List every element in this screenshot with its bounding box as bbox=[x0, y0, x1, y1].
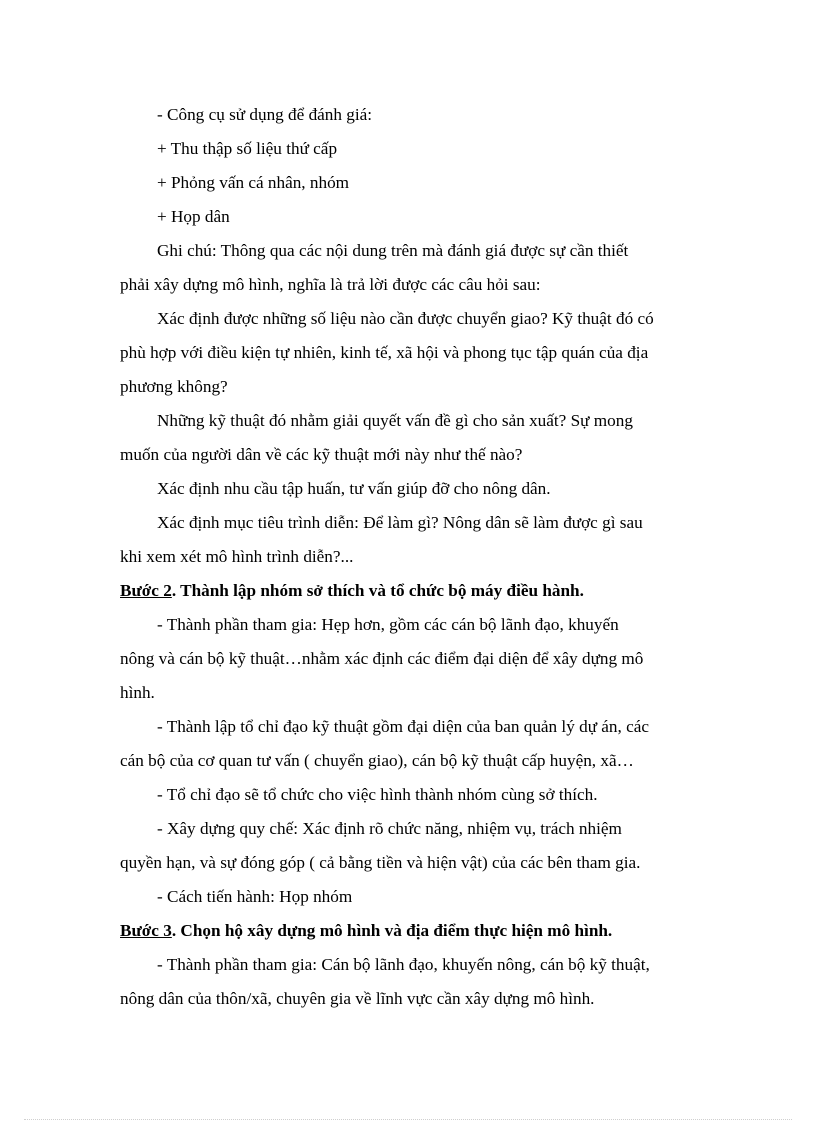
step-2-section bbox=[120, 608, 704, 914]
text-line: nông dân của thôn/xã, chuyên gia về lĩnh vực cần xây dựng mô hình. bbox=[120, 989, 595, 1008]
text-line: + Phỏng vấn cá nhân, nhóm bbox=[157, 173, 350, 192]
text-line: Xác định mục tiêu trình diễn: Để làm gì? Nông dân sẽ làm được gì sau bbox=[157, 513, 643, 532]
text-line: Những kỹ thuật đó nhằm giải quyết vấn đề gì cho sản xuất? Sự mong bbox=[157, 411, 633, 430]
step-3-label: Bước 3 bbox=[120, 921, 172, 940]
text-line: - Thành lập tổ chỉ đạo kỹ thuật gồm đại diện của ban quản lý dự án, các bbox=[157, 717, 650, 736]
text-line: - Cách tiến hành: Họp nhóm bbox=[157, 887, 353, 906]
document-body bbox=[120, 98, 704, 1016]
text-line: phải xây dựng mô hình, nghĩa là trả lời được các câu hỏi sau: bbox=[120, 275, 541, 294]
step-3-title: . Chọn hộ xây dựng mô hình và địa điểm thực hiện mô hình. bbox=[171, 921, 613, 940]
text-line: phù hợp với điều kiện tự nhiên, kinh tế, xã hội và phong tục tập quán của địa bbox=[120, 343, 649, 362]
text-line: + Thu thập số liệu thứ cấp bbox=[157, 139, 338, 158]
step-2-label: Bước 2 bbox=[120, 581, 172, 600]
text-line: - Thành phần tham gia: Cán bộ lãnh đạo, khuyến nông, cán bộ kỹ thuật, bbox=[157, 955, 650, 974]
text-line: - Công cụ sử dụng để đánh giá: bbox=[157, 105, 373, 124]
text-line: cán bộ của cơ quan tư vấn ( chuyển giao), cán bộ kỹ thuật cấp huyện, xã… bbox=[120, 751, 634, 770]
page-bottom-divider bbox=[24, 1119, 792, 1120]
text-line: nông và cán bộ kỹ thuật…nhằm xác định các điểm đại diện để xây dựng mô bbox=[120, 649, 644, 668]
text-line: - Xây dựng quy chế: Xác định rõ chức năng, nhiệm vụ, trách nhiệm bbox=[157, 819, 622, 838]
text-line: muốn của người dân về các kỹ thuật mới này như thế nào? bbox=[120, 445, 523, 464]
step-3-section bbox=[120, 948, 704, 1016]
text-line: Xác định nhu cầu tập huấn, tư vấn giúp đỡ cho nông dân. bbox=[157, 479, 551, 498]
text-line: khi xem xét mô hình trình diễn?... bbox=[120, 547, 354, 566]
intro-section bbox=[120, 98, 704, 574]
text-line: - Tổ chỉ đạo sẽ tổ chức cho việc hình thành nhóm cùng sở thích. bbox=[157, 785, 598, 804]
text-line: + Họp dân bbox=[157, 207, 230, 226]
text-line: hình. bbox=[120, 683, 155, 702]
text-line: Ghi chú: Thông qua các nội dung trên mà đánh giá được sự cần thiết bbox=[157, 241, 629, 260]
text-line: quyền hạn, và sự đóng góp ( cả bằng tiền và hiện vật) của các bên tham gia. bbox=[120, 853, 641, 872]
step-3-heading bbox=[120, 914, 704, 948]
text-line: phương không? bbox=[120, 377, 228, 396]
step-2-title: . Thành lập nhóm sở thích và tổ chức bộ máy điều hành. bbox=[171, 581, 584, 600]
step-2-heading bbox=[120, 574, 704, 608]
text-line: - Thành phần tham gia: Hẹp hơn, gồm các cán bộ lãnh đạo, khuyến bbox=[157, 615, 619, 634]
text-line: Xác định được những số liệu nào cần được chuyển giao? Kỹ thuật đó có bbox=[157, 309, 654, 328]
